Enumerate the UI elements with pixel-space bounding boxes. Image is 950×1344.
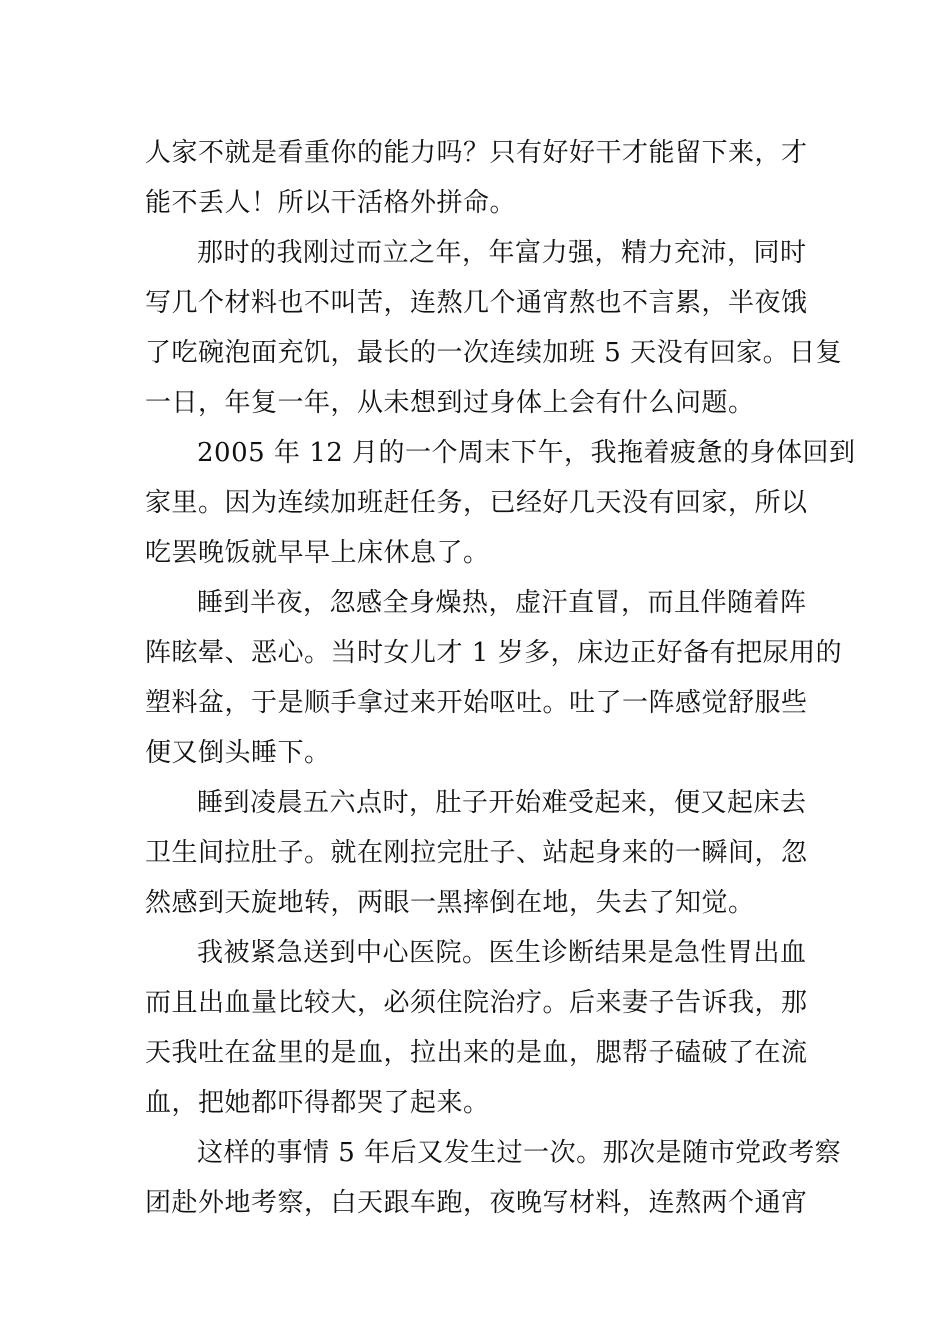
- text-line: 能不丢人！所以干活格外拼命。: [145, 188, 517, 218]
- text-line: 了吃碗泡面充饥，最长的一次连续加班 5 天没有回家。日复: [145, 338, 843, 368]
- paragraph-start-line: 睡到凌晨五六点时，肚子开始难受起来，便又起床去: [197, 788, 807, 818]
- text-line: 天我吐在盆里的是血，拉出来的是血，腮帮子磕破了在流: [145, 1038, 808, 1068]
- paragraph-start-line: 睡到半夜，忽感全身燥热，虚汗直冒，而且伴随着阵: [197, 588, 807, 618]
- text-line: 吃罢晚饭就早早上床休息了。: [145, 538, 490, 568]
- text-line: 人家不就是看重你的能力吗？只有好好干才能留下来，才: [145, 138, 808, 168]
- text-line: 便又倒头睡下。: [145, 738, 331, 768]
- text-line: 血，把她都吓得都哭了起来。: [145, 1088, 490, 1118]
- paragraph-start-line: 这样的事情 5 年后又发生过一次。那次是随市党政考察: [197, 1138, 842, 1168]
- text-line: 一日，年复一年，从未想到过身体上会有什么问题。: [145, 388, 755, 418]
- text-line: 家里。因为连续加班赶任务，已经好几天没有回家，所以: [145, 488, 808, 518]
- text-line: 写几个材料也不叫苦，连熬几个通宵熬也不言累，半夜饿: [145, 288, 808, 318]
- text-line: 然感到天旋地转，两眼一黑摔倒在地，失去了知觉。: [145, 888, 755, 918]
- paragraph-start-line: 那时的我刚过而立之年，年富力强，精力充沛，同时: [197, 238, 807, 268]
- text-line: 塑料盆，于是顺手拿过来开始呕吐。吐了一阵感觉舒服些: [145, 688, 808, 718]
- text-line: 而且出血量比较大，必须住院治疗。后来妻子告诉我，那: [145, 988, 808, 1018]
- text-line: 阵眩晕、恶心。当时女儿才 1 岁多，床边正好备有把尿用的: [145, 638, 843, 668]
- text-line: 卫生间拉肚子。就在刚拉完肚子、站起身来的一瞬间，忽: [145, 838, 808, 868]
- paragraph-start-line: 2005 年 12 月的一个周末下午，我拖着疲惫的身体回到: [197, 438, 856, 468]
- document-body: [145, 128, 856, 1228]
- paragraph-start-line: 我被紧急送到中心医院。医生诊断结果是急性胃出血: [197, 938, 807, 968]
- text-line: 团赴外地考察，白天跟车跑，夜晚写材料，连熬两个通宵: [145, 1188, 808, 1218]
